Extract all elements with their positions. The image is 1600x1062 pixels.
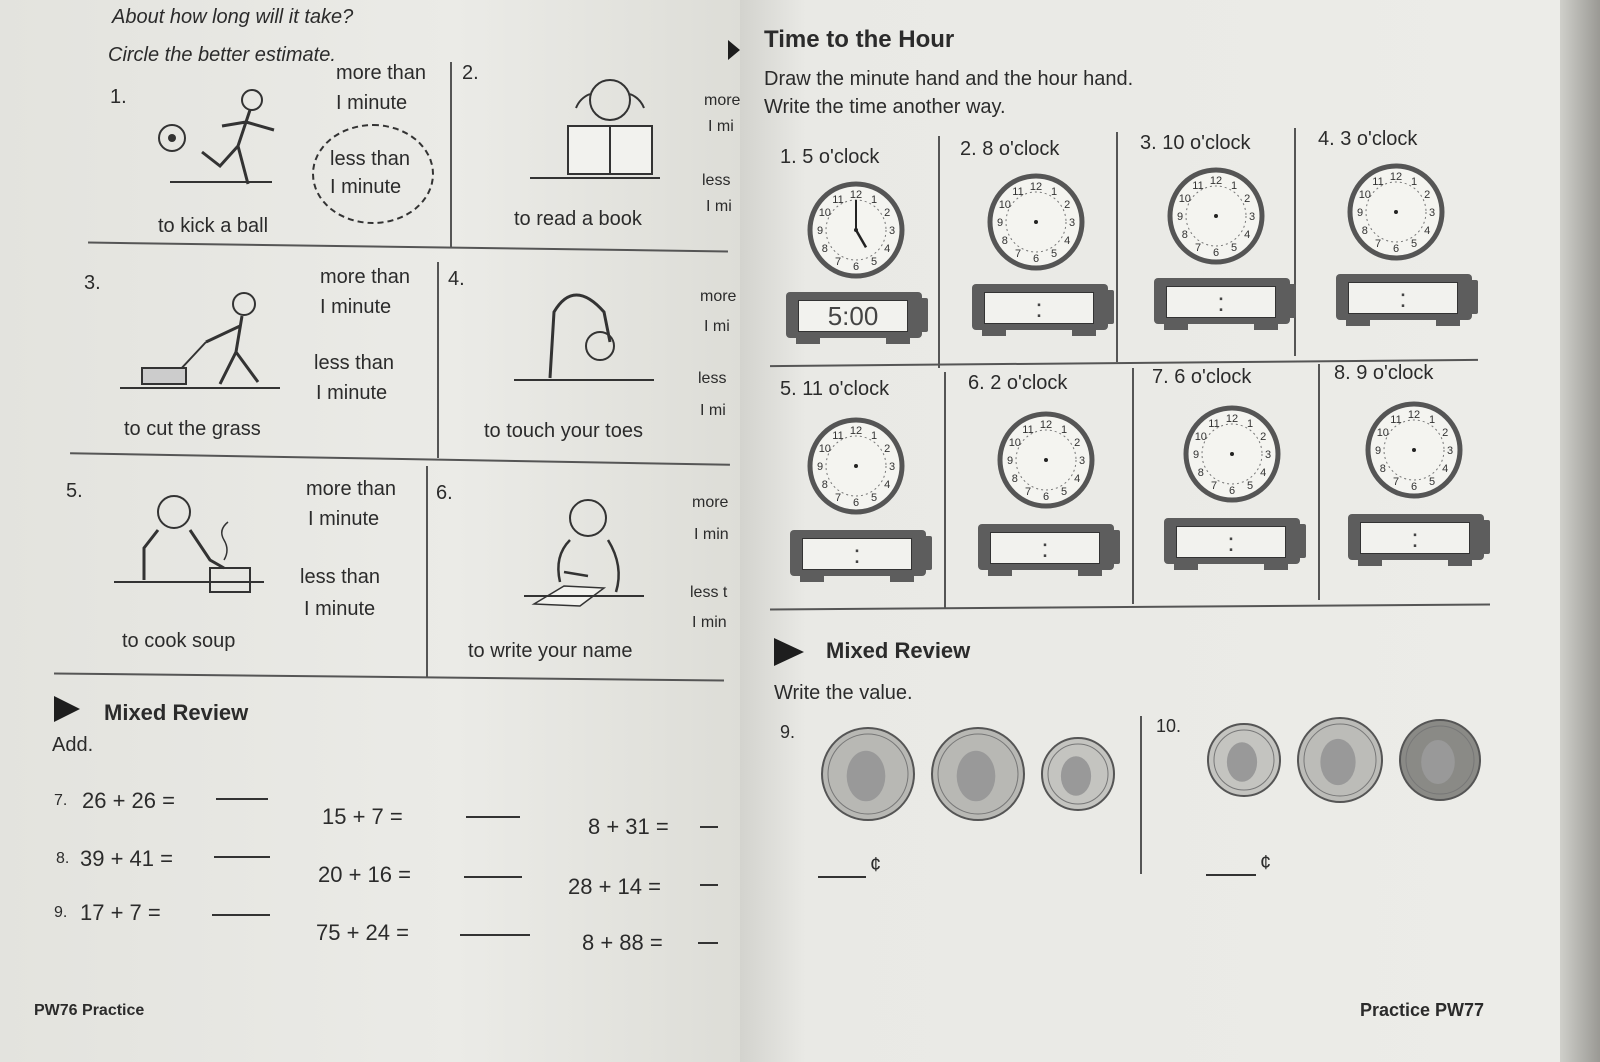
grid-divider bbox=[426, 466, 428, 678]
answer-blank[interactable] bbox=[464, 876, 522, 878]
clock-numeral: 5 bbox=[1060, 486, 1068, 499]
answer-blank[interactable] bbox=[818, 876, 866, 878]
option-less-than[interactable]: less than bbox=[314, 352, 395, 374]
addition-problem: 17 + 7 = bbox=[80, 900, 161, 925]
answer-blank[interactable] bbox=[700, 826, 718, 828]
digital-time-display[interactable] bbox=[978, 524, 1128, 584]
grid-divider bbox=[1318, 364, 1320, 600]
clock-numeral: 10 bbox=[818, 443, 831, 455]
item-number: 3. bbox=[84, 272, 101, 294]
digital-time-display[interactable] bbox=[1348, 514, 1498, 574]
answer-blank[interactable] bbox=[1206, 874, 1256, 876]
clock-numeral: 7 bbox=[1374, 238, 1382, 251]
digital-time-value[interactable]: : bbox=[802, 538, 912, 570]
digital-time-display[interactable] bbox=[786, 292, 936, 352]
activity-label: to cut the grass bbox=[124, 418, 261, 440]
clock-numeral: 11 bbox=[1208, 417, 1220, 430]
section-arrow-icon bbox=[54, 696, 80, 722]
clock-numeral: 2 bbox=[1260, 431, 1267, 443]
clock-numeral: 2 bbox=[1424, 189, 1431, 201]
clock-numeral: 9 bbox=[816, 461, 824, 473]
clock-numeral: 3 bbox=[1248, 211, 1256, 223]
clock-numeral: 10 bbox=[998, 199, 1011, 211]
option-more-than-unit: I minute bbox=[336, 92, 408, 114]
answer-blank[interactable] bbox=[212, 914, 270, 916]
item-number: 1. bbox=[110, 86, 127, 108]
problem-row-number: 9. bbox=[54, 904, 68, 921]
left-header-instruction: Circle the better estimate. bbox=[108, 44, 336, 66]
clock-numeral: 11 bbox=[1372, 175, 1384, 188]
clock-numeral: 2 bbox=[1064, 199, 1071, 211]
digital-time-value[interactable]: : bbox=[1360, 522, 1470, 554]
analog-clock[interactable] bbox=[806, 416, 906, 516]
item-number: 4. bbox=[448, 268, 465, 290]
clock-numeral: 2 bbox=[884, 207, 891, 219]
clock-numeral: 12 bbox=[849, 425, 863, 437]
clock-numeral: 8 bbox=[1379, 463, 1386, 475]
grid-divider bbox=[437, 262, 439, 458]
digital-time-display[interactable] bbox=[1164, 518, 1314, 578]
option-more-than-unit: I mi bbox=[704, 318, 730, 335]
clock-numeral: 9 bbox=[816, 225, 824, 237]
grid-divider bbox=[944, 372, 946, 608]
clock-numeral: 10 bbox=[1194, 431, 1207, 443]
add-instruction: Add. bbox=[52, 734, 94, 756]
answer-blank[interactable] bbox=[214, 856, 270, 858]
coin-group bbox=[1204, 708, 1484, 818]
addition-problem: 15 + 7 = bbox=[322, 804, 403, 829]
clock-numeral: 8 bbox=[1001, 235, 1008, 247]
coin-portrait bbox=[1421, 740, 1455, 784]
coin-portrait bbox=[847, 751, 886, 802]
clock-center-dot bbox=[1044, 458, 1048, 462]
clock-label: 6. 2 o'clock bbox=[968, 372, 1068, 394]
activity-label: to cook soup bbox=[122, 630, 236, 652]
clock-numeral: 6 bbox=[852, 497, 860, 509]
clock-numeral: 1 bbox=[1050, 185, 1058, 198]
section-arrow-icon bbox=[774, 638, 804, 666]
mixed-review-title: Mixed Review bbox=[826, 638, 971, 663]
clock-numeral: 12 bbox=[1209, 175, 1223, 187]
coin-group bbox=[818, 722, 1138, 832]
book-edge bbox=[1560, 0, 1600, 1062]
clock-numeral: 4 bbox=[884, 479, 891, 491]
grid-divider bbox=[1132, 368, 1134, 604]
grid-divider bbox=[938, 136, 940, 368]
clock-numeral: 5 bbox=[870, 492, 878, 505]
clock-numeral: 6 bbox=[1042, 491, 1050, 503]
clock-numeral: 5 bbox=[1246, 480, 1254, 493]
clock-numeral: 1 bbox=[1230, 179, 1238, 192]
left-page-footer: PW76 Practice bbox=[34, 1002, 145, 1019]
digital-time-display[interactable] bbox=[1336, 274, 1486, 334]
addition-problem: 20 + 16 = bbox=[318, 862, 411, 887]
addition-problem: 8 + 88 = bbox=[582, 930, 663, 955]
lawn-mower-illustration bbox=[120, 290, 290, 400]
option-more-than-unit: I mi bbox=[708, 118, 734, 135]
clock-numeral: 9 bbox=[1176, 211, 1184, 223]
option-less-than-unit: I min bbox=[692, 614, 727, 631]
clock-numeral: 4 bbox=[1260, 467, 1267, 479]
option-less-than[interactable]: less than bbox=[330, 148, 411, 170]
clock-numeral: 11 bbox=[1390, 413, 1402, 426]
read-book-illustration bbox=[530, 76, 670, 186]
coin-portrait bbox=[1320, 739, 1355, 785]
cents-symbol: ¢ bbox=[870, 854, 882, 876]
page-title: Time to the Hour bbox=[764, 26, 955, 53]
mixed-review-title: Mixed Review bbox=[104, 700, 249, 725]
clock-label: 1. 5 o'clock bbox=[780, 146, 880, 168]
digital-time-value[interactable]: : bbox=[984, 292, 1094, 324]
grid-divider bbox=[450, 62, 452, 248]
digital-time-value[interactable]: : bbox=[1176, 526, 1286, 558]
clock-numeral: 8 bbox=[821, 243, 828, 255]
clock-numeral: 7 bbox=[834, 256, 842, 269]
clock-numeral: 5 bbox=[1050, 248, 1058, 261]
item-number: 6. bbox=[436, 482, 453, 504]
item-number: 2. bbox=[462, 62, 479, 84]
clock-numeral: 12 bbox=[849, 189, 863, 201]
clock-numeral: 1 bbox=[870, 429, 878, 442]
option-more-than[interactable]: more than bbox=[336, 62, 427, 84]
problem-row-number: 7. bbox=[54, 792, 68, 809]
activity-label: to read a book bbox=[514, 208, 642, 230]
option-less-than-unit: I mi bbox=[700, 402, 726, 419]
cook-soup-illustration bbox=[114, 490, 284, 600]
grid-divider bbox=[1140, 716, 1142, 874]
clock-numeral: 3 bbox=[1068, 217, 1076, 229]
coin-portrait bbox=[1227, 742, 1257, 782]
option-more-than-unit: I minute bbox=[308, 508, 380, 530]
clock-numeral: 3 bbox=[1428, 207, 1436, 219]
clock-numeral: 9 bbox=[996, 217, 1004, 229]
option-more-than-unit: I minute bbox=[320, 296, 392, 318]
digital-time-display[interactable] bbox=[1154, 278, 1304, 338]
answer-blank[interactable] bbox=[700, 884, 718, 886]
clock-numeral: 12 bbox=[1389, 171, 1403, 183]
option-less-than[interactable]: less than bbox=[300, 566, 381, 588]
clock-numeral: 10 bbox=[1358, 189, 1371, 201]
option-more-than[interactable]: more bbox=[692, 494, 729, 511]
digital-time-value[interactable]: : bbox=[990, 532, 1100, 564]
answer-blank[interactable] bbox=[698, 942, 718, 944]
clock-numeral: 4 bbox=[1064, 235, 1071, 247]
clock-numeral: 6 bbox=[1410, 481, 1418, 493]
coin-portrait bbox=[1061, 756, 1091, 796]
clock-label: 4. 3 o'clock bbox=[1318, 128, 1418, 150]
clock-numeral: 7 bbox=[1392, 476, 1400, 489]
clock-numeral: 12 bbox=[1225, 413, 1239, 425]
kick-ball-illustration bbox=[150, 86, 290, 196]
addition-problem: 26 + 26 = bbox=[82, 788, 175, 813]
activity-label: to touch your toes bbox=[484, 420, 643, 442]
addition-problem: 8 + 31 = bbox=[588, 814, 669, 839]
clock-numeral: 8 bbox=[1361, 225, 1368, 237]
clock-numeral: 9 bbox=[1192, 449, 1200, 461]
clock-label: 5. 11 o'clock bbox=[780, 378, 890, 400]
item-number: 5. bbox=[66, 480, 83, 502]
write-value-instruction: Write the value. bbox=[774, 682, 913, 704]
analog-clock[interactable] bbox=[996, 410, 1096, 510]
clock-numeral: 6 bbox=[1392, 243, 1400, 255]
answer-circle bbox=[312, 124, 434, 224]
clock-numeral: 8 bbox=[1011, 473, 1018, 485]
clock-numeral: 2 bbox=[1074, 437, 1081, 449]
clock-center-dot bbox=[1412, 448, 1416, 452]
clock-numeral: 1 bbox=[870, 193, 878, 206]
coin-portrait bbox=[957, 751, 996, 802]
clock-numeral: 8 bbox=[1197, 467, 1204, 479]
analog-clock[interactable] bbox=[1182, 404, 1282, 504]
clock-label: 2. 8 o'clock bbox=[960, 138, 1060, 160]
clock-numeral: 5 bbox=[870, 256, 878, 269]
digital-time-value[interactable]: 5:00 bbox=[798, 300, 908, 332]
option-less-than-unit: I minute bbox=[316, 382, 388, 404]
digital-time-value[interactable]: : bbox=[1348, 282, 1458, 314]
addition-problem: 75 + 24 = bbox=[316, 920, 409, 945]
digital-time-display[interactable] bbox=[972, 284, 1122, 344]
clock-numeral: 8 bbox=[1181, 229, 1188, 241]
option-less-than-unit: I mi bbox=[706, 198, 732, 215]
option-less-than[interactable]: less bbox=[702, 172, 731, 189]
clock-numeral: 5 bbox=[1410, 238, 1418, 251]
option-less-than[interactable]: less t bbox=[690, 584, 728, 601]
clock-numeral: 10 bbox=[1376, 427, 1389, 439]
clock-numeral: 12 bbox=[1039, 419, 1053, 431]
coin-problem-number: 10. bbox=[1156, 716, 1182, 736]
left-header-question: About how long will it take? bbox=[112, 6, 354, 28]
instruction-line-1: Draw the minute hand and the hour hand. bbox=[764, 68, 1134, 90]
clock-numeral: 11 bbox=[832, 429, 844, 442]
clock-numeral: 7 bbox=[1024, 486, 1032, 499]
clock-center-dot bbox=[1034, 220, 1038, 224]
clock-numeral: 3 bbox=[1078, 455, 1086, 467]
clock-center-dot bbox=[1214, 214, 1218, 218]
analog-clock[interactable] bbox=[1166, 166, 1266, 266]
clock-numeral: 11 bbox=[832, 193, 844, 206]
analog-clock[interactable] bbox=[1364, 400, 1464, 500]
clock-numeral: 2 bbox=[1244, 193, 1251, 205]
clock-numeral: 9 bbox=[1374, 445, 1382, 457]
answer-blank[interactable] bbox=[460, 934, 530, 936]
clock-numeral: 1 bbox=[1060, 423, 1068, 436]
clock-numeral: 6 bbox=[1228, 485, 1236, 497]
write-name-illustration bbox=[524, 496, 654, 606]
clock-numeral: 6 bbox=[1032, 253, 1040, 265]
addition-problem: 39 + 41 = bbox=[80, 846, 173, 871]
clock-numeral: 10 bbox=[818, 207, 831, 219]
clock-numeral: 3 bbox=[1264, 449, 1272, 461]
right-page-footer: Practice PW77 bbox=[1360, 1000, 1485, 1020]
analog-clock[interactable] bbox=[806, 180, 906, 280]
activity-label: to kick a ball bbox=[158, 215, 269, 237]
clock-numeral: 5 bbox=[1230, 242, 1238, 255]
instruction-line-2: Write the time another way. bbox=[764, 96, 1006, 118]
option-more-than[interactable]: more than bbox=[320, 266, 411, 288]
clock-center-dot bbox=[1230, 452, 1234, 456]
analog-clock[interactable] bbox=[1346, 162, 1446, 262]
clock-numeral: 7 bbox=[1194, 242, 1202, 255]
clock-label: 7. 6 o'clock bbox=[1152, 366, 1252, 388]
clock-numeral: 4 bbox=[1424, 225, 1431, 237]
clock-numeral: 11 bbox=[1012, 185, 1024, 198]
option-more-than[interactable]: more bbox=[704, 92, 741, 109]
clock-numeral: 6 bbox=[852, 261, 860, 273]
answer-blank[interactable] bbox=[466, 816, 520, 818]
clock-numeral: 10 bbox=[1178, 193, 1191, 205]
clock-numeral: 8 bbox=[821, 479, 828, 491]
clock-numeral: 3 bbox=[1446, 445, 1454, 457]
touch-toes-illustration bbox=[514, 282, 664, 392]
clock-numeral: 11 bbox=[1192, 179, 1204, 192]
clock-numeral: 3 bbox=[888, 225, 896, 237]
clock-numeral: 7 bbox=[1014, 248, 1022, 261]
coin-problem-number: 9. bbox=[780, 722, 796, 742]
clock-numeral: 2 bbox=[884, 443, 891, 455]
clock-numeral: 5 bbox=[1428, 476, 1436, 489]
digital-time-value[interactable]: : bbox=[1166, 286, 1276, 318]
clock-numeral: 12 bbox=[1407, 409, 1421, 421]
clock-numeral: 2 bbox=[1442, 427, 1449, 439]
clock-numeral: 12 bbox=[1029, 181, 1043, 193]
activity-label: to write your name bbox=[468, 640, 633, 662]
clock-numeral: 1 bbox=[1428, 413, 1436, 426]
clock-numeral: 4 bbox=[1244, 229, 1251, 241]
clock-numeral: 3 bbox=[888, 461, 896, 473]
cents-symbol: ¢ bbox=[1260, 852, 1272, 874]
clock-numeral: 7 bbox=[1210, 480, 1218, 493]
option-more-than-unit: I min bbox=[694, 526, 729, 543]
clock-numeral: 10 bbox=[1008, 437, 1021, 449]
clock-numeral: 9 bbox=[1356, 207, 1364, 219]
clock-numeral: 11 bbox=[1022, 423, 1034, 436]
clock-numeral: 1 bbox=[1410, 175, 1418, 188]
option-less-than-unit: I minute bbox=[304, 598, 376, 620]
clock-numeral: 7 bbox=[834, 492, 842, 505]
option-more-than[interactable]: more bbox=[700, 288, 737, 305]
clock-numeral: 1 bbox=[1246, 417, 1254, 430]
clock-label: 3. 10 o'clock bbox=[1140, 132, 1251, 154]
clock-numeral: 4 bbox=[1442, 463, 1449, 475]
answer-blank[interactable] bbox=[216, 798, 268, 800]
clock-numeral: 9 bbox=[1006, 455, 1014, 467]
addition-problem: 28 + 14 = bbox=[568, 874, 661, 899]
option-less-than[interactable]: less bbox=[698, 370, 727, 387]
clock-label: 8. 9 o'clock bbox=[1334, 362, 1434, 384]
problem-row-number: 8. bbox=[56, 850, 70, 867]
clock-center-dot bbox=[854, 464, 858, 468]
option-more-than[interactable]: more than bbox=[306, 478, 397, 500]
section-arrow-icon bbox=[728, 40, 740, 60]
analog-clock[interactable] bbox=[986, 172, 1086, 272]
clock-numeral: 4 bbox=[1074, 473, 1081, 485]
clock-numeral: 6 bbox=[1212, 247, 1220, 259]
clock-numeral: 4 bbox=[884, 243, 891, 255]
option-less-than-unit: I minute bbox=[330, 176, 402, 198]
digital-time-display[interactable] bbox=[790, 530, 940, 590]
clock-center-dot bbox=[1394, 210, 1398, 214]
